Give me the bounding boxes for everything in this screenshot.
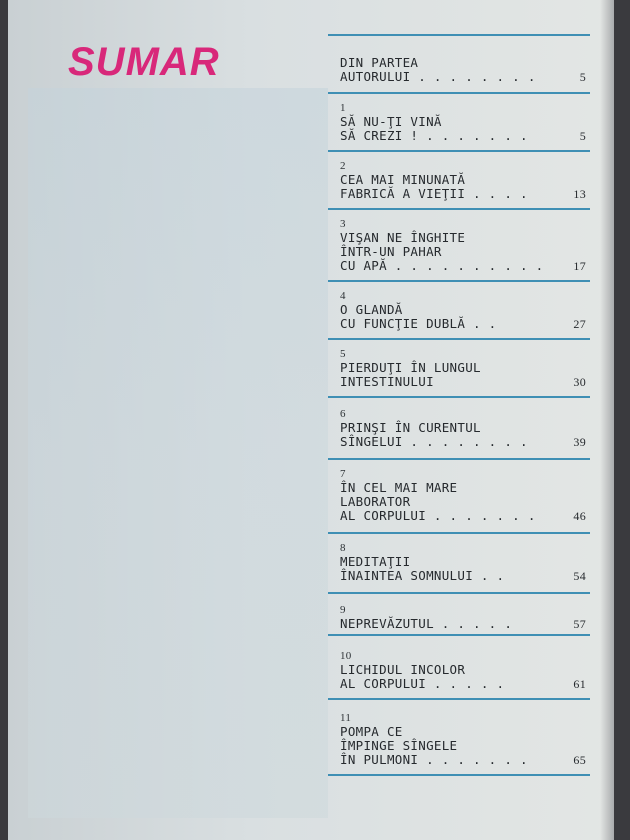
chapter-number: 5 xyxy=(340,348,346,360)
chapter-title-line: CEA MAI MINUNATĂ xyxy=(340,172,466,187)
toc-entry xyxy=(328,218,590,273)
toc-rule xyxy=(328,532,590,534)
chapter-title-line: AL CORPULUI . . . . . xyxy=(340,676,505,691)
page-number: 65 xyxy=(573,753,586,767)
page-number: 27 xyxy=(573,317,586,331)
toc-rule xyxy=(328,774,590,776)
page-number: 17 xyxy=(573,259,586,273)
toc-rule xyxy=(328,280,590,282)
page-number: 13 xyxy=(573,187,586,201)
chapter-title-line: DIN PARTEA xyxy=(340,55,419,70)
toc-entry xyxy=(328,604,590,631)
toc-entry xyxy=(328,290,590,331)
page-number: 54 xyxy=(573,569,586,583)
chapter-title-line: MEDITAŢII xyxy=(340,554,411,569)
chapter-title-line: ÎMPINGE SÎNGELE xyxy=(340,738,458,753)
decorative-panel xyxy=(28,88,328,818)
toc-entry xyxy=(328,468,590,523)
toc-rule xyxy=(328,698,590,700)
chapter-title-line: ÎN CEL MAI MARE xyxy=(340,480,458,495)
page-number: 46 xyxy=(573,509,586,523)
chapter-number: 6 xyxy=(340,408,346,420)
page-number: 57 xyxy=(573,617,586,631)
chapter-title-line: CU FUNCŢIE DUBLĂ . . xyxy=(340,316,497,331)
page-number: 5 xyxy=(579,70,586,84)
page-number: 5 xyxy=(579,129,586,143)
toc-rule xyxy=(328,338,590,340)
chapter-number: 9 xyxy=(340,604,346,616)
toc-rule xyxy=(328,208,590,210)
chapter-number: 3 xyxy=(340,218,346,230)
toc-entry xyxy=(328,408,590,449)
chapter-number: 1 xyxy=(340,102,346,114)
chapter-title-line: PRINŞI ÎN CURENTUL xyxy=(340,420,481,435)
chapter-title-line: O GLANDĂ xyxy=(340,302,403,317)
toc-entry xyxy=(328,102,590,143)
toc-entry xyxy=(328,56,590,84)
chapter-title-line: AUTORULUI . . . . . . . . xyxy=(340,69,536,84)
page-number: 61 xyxy=(573,677,586,691)
toc-rule xyxy=(328,396,590,398)
toc-entry xyxy=(328,712,590,767)
toc-entry xyxy=(328,650,590,691)
chapter-title-line: CU APĂ . . . . . . . . . . xyxy=(340,258,544,273)
chapter-title-line: POMPA CE xyxy=(340,724,403,739)
chapter-title-line: ÎNTR-UN PAHAR xyxy=(340,244,442,259)
chapter-number: 11 xyxy=(340,712,352,724)
chapter-number: 10 xyxy=(340,650,352,662)
chapter-title-line: LABORATOR xyxy=(340,494,411,509)
chapter-title-line: INTESTINULUI xyxy=(340,374,434,389)
page-number: 39 xyxy=(573,435,586,449)
chapter-number: 8 xyxy=(340,542,346,554)
chapter-title-line: LICHIDUL INCOLOR xyxy=(340,662,466,677)
toc-entry xyxy=(328,160,590,201)
toc-entry xyxy=(328,542,590,583)
toc-rule xyxy=(328,150,590,152)
chapter-title-line: NEPREVĂZUTUL . . . . . xyxy=(340,616,513,631)
toc-rule xyxy=(328,458,590,460)
toc-rule xyxy=(328,634,590,636)
chapter-title-line: SĂ CREZI ! . . . . . . . xyxy=(340,128,528,143)
book-page xyxy=(8,0,614,840)
page-number: 30 xyxy=(573,375,586,389)
chapter-title-line: SĂ NU-ŢI VINĂ xyxy=(340,114,442,129)
chapter-title-line: AL CORPULUI . . . . . . . xyxy=(340,508,536,523)
toc-entry xyxy=(328,348,590,389)
chapter-title-line: VIŞAN NE ÎNGHITE xyxy=(340,230,466,245)
chapter-number: 7 xyxy=(340,468,346,480)
toc-rule xyxy=(328,92,590,94)
chapter-title-line: SÎNGELUI . . . . . . . . xyxy=(340,434,528,449)
chapter-number: 2 xyxy=(340,160,346,172)
toc-rule xyxy=(328,34,590,36)
chapter-title-line: PIERDUŢI ÎN LUNGUL xyxy=(340,360,481,375)
chapter-title-line: FABRICĂ A VIEŢII . . . . xyxy=(340,186,528,201)
toc-rule xyxy=(328,592,590,594)
chapter-title-line: ÎN PULMONI . . . . . . . xyxy=(340,752,528,767)
page-title: SUMAR xyxy=(68,40,220,84)
page-fold-shadow xyxy=(600,0,614,840)
chapter-title-line: ÎNAINTEA SOMNULUI . . xyxy=(340,568,505,583)
chapter-number: 4 xyxy=(340,290,346,302)
